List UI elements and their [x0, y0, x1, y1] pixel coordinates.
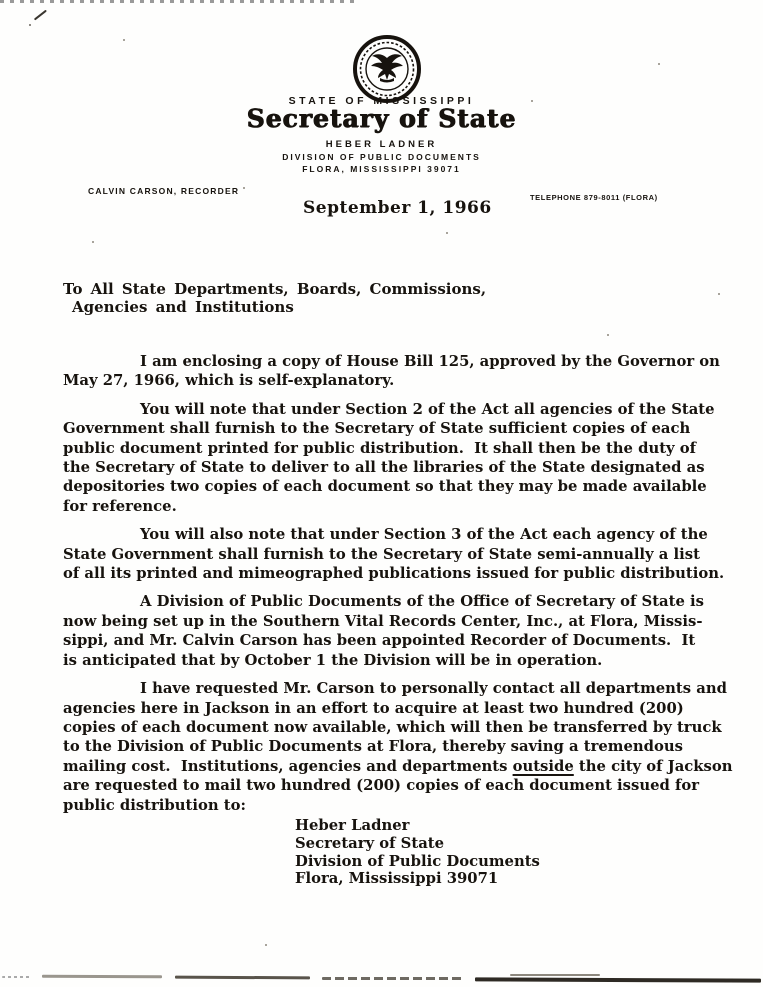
scan-speck	[607, 334, 609, 336]
body-line: depositories two copies of each document so that they may be made available	[63, 478, 707, 496]
closing-line: Secretary of State	[295, 834, 445, 852]
body-line: I have requested Mr. Carson to personally contact all departments and	[140, 680, 727, 698]
letter-body	[63, 352, 733, 824]
paragraph-3	[63, 525, 723, 583]
letterhead-office-title: Secretary of State	[246, 104, 517, 133]
body-line	[63, 757, 733, 776]
body-line: is anticipated that by October 1 the Division will be in operation.	[63, 651, 603, 669]
smudge-segment	[175, 976, 310, 980]
body-line: now being set up in the Southern Vital Records Center, Inc., at Flora, Missis-	[63, 612, 703, 630]
smudge-segment	[475, 977, 761, 982]
body-line: public document printed for public distribution. It shall then be the duty of	[63, 439, 697, 457]
letterhead-state-line: STATE OF MISSISSIPPI	[288, 95, 475, 107]
scan-speck	[658, 63, 660, 65]
telephone-line: TELEPHONE 879-8011 (FLORA)	[530, 193, 658, 202]
pen-dot	[29, 24, 31, 26]
body-line: public distribution to:	[63, 796, 246, 814]
body-line: Government shall furnish to the Secretary of State sufficient copies of each	[63, 420, 691, 438]
letter-date: September 1, 1966	[303, 198, 492, 218]
paragraph-5	[63, 679, 733, 815]
body-line: for reference.	[63, 497, 177, 515]
body-line: A Division of Public Documents of the Office of Secretary of State is	[140, 593, 704, 611]
recorder-name-line: CALVIN CARSON, RECORDER	[88, 186, 240, 196]
recipient-line: To All State Departments, Boards, Commissions,	[63, 280, 487, 298]
body-line: You will note that under Section 2 of the Act all agencies of the State	[140, 400, 715, 418]
closing-line: Division of Public Documents	[295, 852, 540, 870]
smudge-segment	[322, 977, 462, 980]
smudge-segment	[510, 974, 600, 976]
body-line: to the Division of Public Documents at Flora, thereby saving a tremendous	[63, 738, 683, 756]
scan-artifact-bottom-smudge	[0, 970, 763, 984]
closing-line: Heber Ladner	[295, 817, 410, 834]
scan-speck	[243, 187, 245, 189]
underlined-word: outside	[512, 757, 574, 775]
recipient-block	[63, 281, 486, 316]
body-line: sippi, and Mr. Calvin Carson has been appointed Recorder of Documents. It	[63, 632, 696, 650]
scan-artifact-top-dotted-line	[0, 0, 356, 3]
paragraph-2	[63, 400, 723, 516]
body-line: State Government shall furnish to the Secretary of State semi-annually a list	[63, 545, 700, 563]
paragraph-4	[63, 592, 723, 670]
letterhead-officer-name: HEBER LADNER	[325, 139, 438, 150]
smudge-segment	[2, 976, 32, 978]
smudge-segment	[42, 975, 162, 978]
body-line: May 27, 1966, which is self-explanatory.	[63, 372, 395, 390]
body-line: agencies here in Jackson in an effort to acquire at least two hundred (200)	[63, 699, 684, 717]
closing-line: Flora, Mississippi 39071	[295, 870, 499, 888]
scan-speck	[265, 944, 267, 946]
body-line: copies of each document now available, which will then be transferred by truck	[63, 718, 722, 736]
body-line: the Secretary of State to deliver to all the libraries of the State designated as	[63, 459, 705, 477]
scan-speck	[123, 39, 125, 41]
body-line: You will also note that under Section 3 of the Act each agency of the	[140, 526, 708, 544]
body-line: are requested to mail two hundred (200) copies of each document issued for	[63, 777, 700, 795]
body-line: of all its printed and mimeographed publications issued for public distribution.	[63, 565, 725, 583]
body-line-segment: the city of Jackson	[573, 757, 733, 775]
pen-mark	[34, 10, 47, 21]
letterhead-division-line: DIVISION OF PUBLIC DOCUMENTS	[282, 152, 481, 162]
recipient-line: Agencies and Institutions	[72, 297, 294, 316]
letterhead-location-line: FLORA, MISSISSIPPI 39071	[302, 164, 461, 174]
state-seal-icon	[352, 34, 422, 104]
paragraph-1	[63, 352, 723, 391]
scan-speck	[718, 293, 720, 295]
closing-address-block	[295, 817, 540, 888]
scan-speck	[446, 232, 448, 234]
body-line-segment: mailing cost. Institutions, agencies and departments	[63, 757, 513, 775]
body-line: I am enclosing a copy of House Bill 125, approved by the Governor on	[140, 353, 720, 370]
scan-speck	[92, 241, 94, 243]
